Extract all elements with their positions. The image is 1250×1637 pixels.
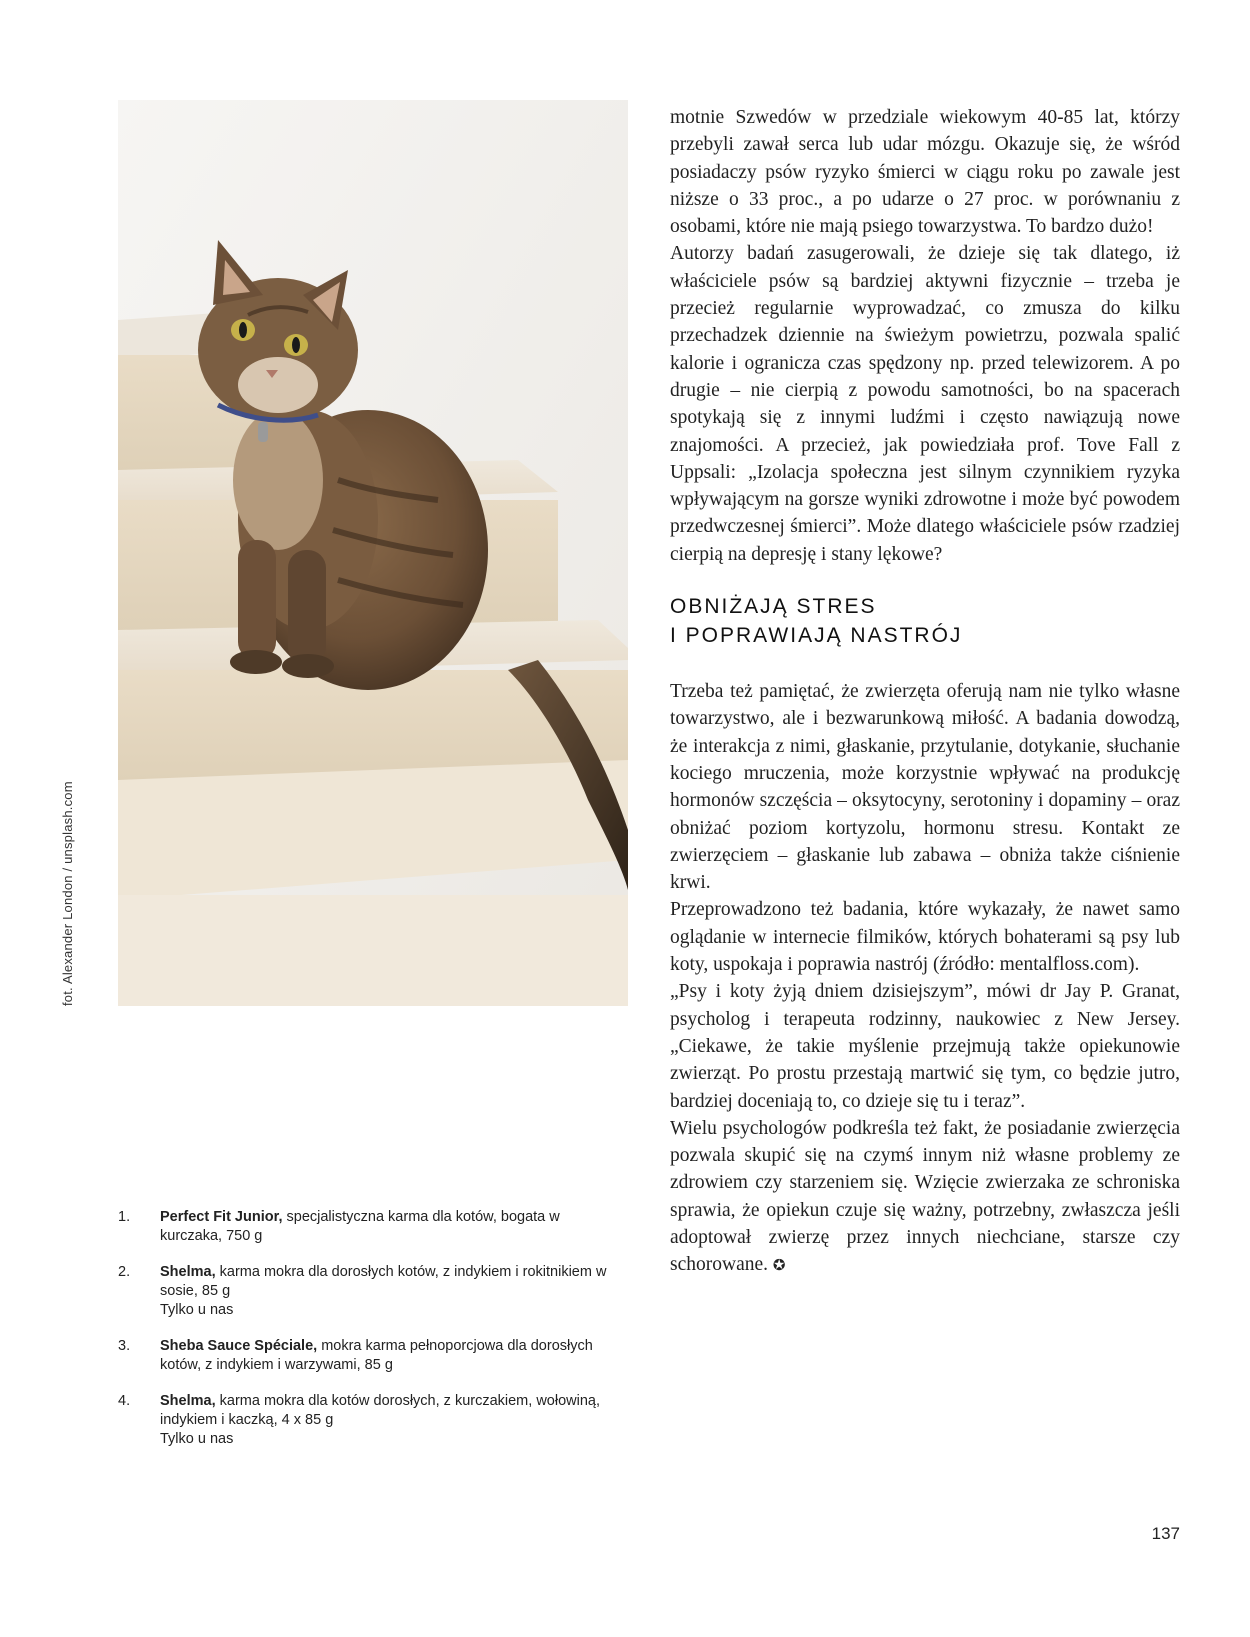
product-name: Shelma, [160, 1393, 216, 1409]
product-number: 4. [118, 1393, 131, 1409]
product-availability-note: Tylko u nas [160, 1302, 234, 1318]
product-number: 3. [118, 1338, 131, 1354]
product-body [160, 1263, 618, 1320]
article-paragraph: motnie Szwedów w przedziale wiekowym 40-85 lat, którzy przebyli zawał serca lub udar mózgu. Okazuje się, że wśród posiadaczy psów ryzyko śmierci w ciągu roku po zawale jest niższe o 33 proc., a po udarze o 27 proc. w porównaniu z osobami, które nie mają psiego towarzystwa. To bardzo dużo! [670, 107, 1180, 238]
product-body [160, 1392, 618, 1449]
product-item [118, 1337, 618, 1375]
product-number: 2. [118, 1264, 131, 1280]
article-paragraph: Trzeba też pamiętać, że zwierzęta oferują nam nie tylko własne towarzystwo, ale i bezwarunkową miłość. A badania dowodzą, że interakcja z nimi, głaskanie, przytulanie, dotykanie, słuchanie kociego mruczenia, może korzystnie wpływać na produkcję hormonów szczęścia – oksytocyny, serotoniny i dopaminy – oraz obniżać poziom kortyzolu, hormonu stresu. Kontakt ze zwierzęciem – głaskanie lub zabawa – obniża także ciśnienie krwi. [670, 681, 1180, 894]
article-paragraph-last [670, 1115, 1180, 1281]
section-heading [670, 592, 1180, 650]
end-mark-icon: ✪ [772, 1258, 786, 1275]
photo-credit: fot. Alexander London / unsplash.com [60, 781, 75, 1006]
product-body [160, 1208, 618, 1246]
section-heading-line2: I POPRAWIAJĄ NASTRÓJ [670, 624, 963, 648]
product-list [118, 1208, 618, 1466]
product-item [118, 1392, 618, 1449]
article-paragraph-text: Wielu psychologów podkreśla też fakt, że posiadanie zwierzęcia pozwala skupić się na czymś innym niż własne problemy ze zdrowiem czy starzeniem się. Wzięcie zwierzaka ze schroniska sprawia, że opiekun czuje się ważny, potrzebny, zwłaszcza jeśli adoptował zwierzę przez innych niechciane, starsze czy schorowane. [670, 1117, 1180, 1276]
product-body [160, 1337, 618, 1375]
cat-illustration [118, 100, 628, 1006]
product-description: karma mokra dla kotów dorosłych, z kurczakiem, wołowiną, indykiem i kaczką, 4 x 85 g [160, 1393, 600, 1428]
product-name: Perfect Fit Junior, [160, 1209, 283, 1225]
product-name: Shelma, [160, 1264, 216, 1280]
product-number: 1. [118, 1209, 131, 1225]
page-number: 137 [1151, 1524, 1180, 1543]
article-paragraph: Autorzy badań zasugerowali, że dzieje się tak dlatego, iż właściciele psów są bardziej aktywni fizycznie – trzeba je przecież regularnie wyprowadzać, co zmusza do kilku przechadzek dziennie na świeżym powietrzu, pozwala spalić kalorie i ogranicza czas spędzony np. przed telewizorem. A po drugie – nie cierpią z powodu samotności, bo na spacerach spotykają się z innymi ludźmi i często nawiązują nowe znajomości. A przecież, jak powiedziała prof. Tove Fall z Uppsali: „Izolacja społeczna jest silnym czynnikiem ryzyka wpływającym na gorsze wyniki zdrowotne i może być powodem przedwczesnej śmierci”. Może dlatego właściciele psów rzadziej cierpią na depresję i stany lękowe? [670, 243, 1180, 565]
article-paragraph: Przeprowadzono też badania, które wykazały, że nawet samo oglądanie w internecie filmików, których bohaterami są psy lub koty, uspokaja i poprawia nastrój (źródło: mentalfloss.com). [670, 899, 1180, 976]
product-name: Sheba Sauce Spéciale, [160, 1338, 318, 1354]
product-availability-note: Tylko u nas [160, 1431, 234, 1447]
product-description: karma mokra dla dorosłych kotów, z indykiem i rokitnikiem w sosie, 85 g [160, 1264, 607, 1299]
article-paragraph: „Psy i koty żyją dniem dzisiejszym”, mówi dr Jay P. Granat, psycholog i terapeuta rodzinny, naukowiec z New Jersey. „Ciekawe, że takie myślenie przejmują także opiekunowie zwierząt. Po prostu przestają martwić się tym, co będzie jutro, bardziej doceniają to, co dzieje się tu i teraz”. [670, 981, 1180, 1112]
product-item [118, 1263, 618, 1320]
product-description: mokra karma pełnoporcjowa dla dorosłych kotów, z indykiem i warzywami, 85 g [160, 1338, 593, 1373]
product-item [118, 1208, 618, 1246]
product-description: specjalistyczna karma dla kotów, bogata w kurczaka, 750 g [160, 1209, 560, 1244]
section-heading-line1: OBNIŻAJĄ STRES [670, 595, 877, 619]
article-body [670, 104, 1180, 1281]
cat-photo [118, 100, 628, 1006]
